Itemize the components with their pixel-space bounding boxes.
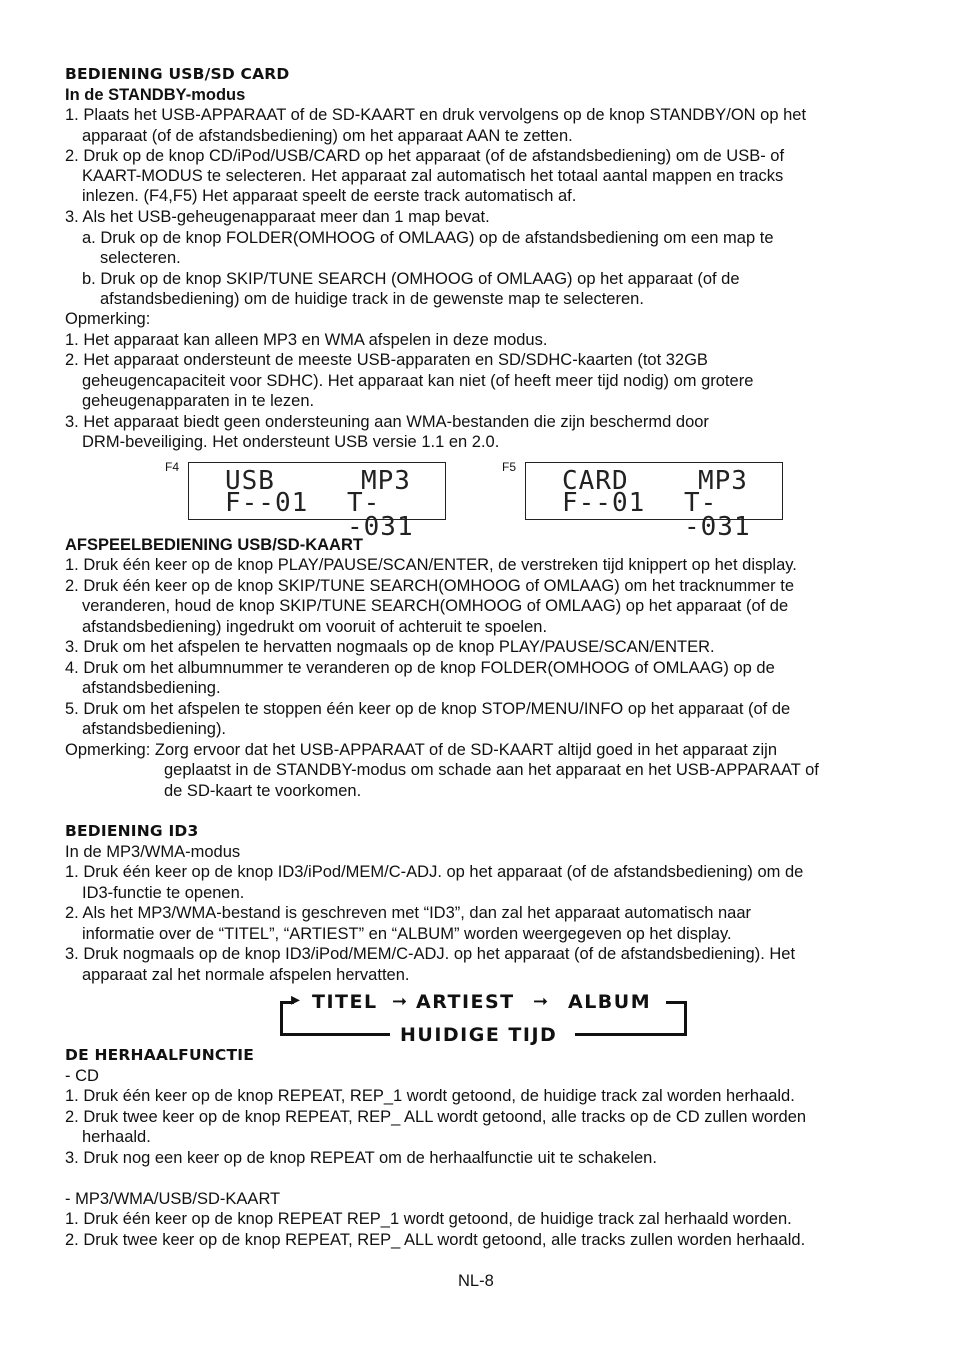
playback-line: 3. Druk om het afspelen te hervatten nogmaals op de knop PLAY/PAUSE/SCAN/ENTER. (65, 638, 715, 656)
usb-line: apparaat (of de afstandsbediening) om het apparaat AAN te zetten. (82, 127, 573, 145)
flow-artiest: ARTIEST (416, 991, 515, 1013)
playback-line: 1. Druk één keer op de knop PLAY/PAUSE/SCAN/ENTER, de verstreken tijd knippert op het display. (65, 556, 797, 574)
page-number: NL-8 (458, 1272, 494, 1290)
flow-line (280, 1001, 283, 1035)
id3-line: ID3-functie te openen. (82, 884, 245, 902)
repeat-line: 1. Druk één keer op de knop REPEAT, REP_1 wordt getoond, de huidige track zal worden herhaald. (65, 1087, 795, 1105)
lcd-text: F--01 (225, 488, 309, 518)
id3-line: 2. Als het MP3/WMA-bestand is geschreven met “ID3”, dan zal het apparaat automatisch naar (65, 904, 752, 922)
lcd-text: USB (225, 466, 275, 496)
id3-line: apparaat zal het normale afspelen hervatten. (82, 966, 410, 984)
playback-heading: AFSPEELBEDIENING USB/SD-KAART (65, 536, 363, 554)
flow-titel: TITEL (312, 991, 378, 1013)
arrow-right-icon: ▸ (291, 989, 301, 1010)
repeat-subsection-mp3: - MP3/WMA/USB/SD-KAART (65, 1190, 281, 1208)
playback-line: 2. Druk één keer op de knop SKIP/TUNE SEARCH(OMHOOG of OMLAAG) om het tracknummer te (65, 577, 794, 595)
playback-line: veranderen, houd de knop SKIP/TUNE SEARCH(OMHOOG of OMLAAG) op het apparaat (of de (82, 597, 789, 615)
flow-album: ALBUM (568, 991, 652, 1013)
flow-line (575, 1033, 687, 1036)
playback-note: geplaatst in de STANDBY-modus om schade aan het apparaat en het USB-APPARAAT of (164, 761, 819, 779)
lcd-text: T--031 (347, 488, 414, 542)
lcd-text: T--031 (684, 488, 751, 542)
usb-line: b. Druk op de knop SKIP/TUNE SEARCH (OMHOOG of OMLAAG) op het apparaat (of de (82, 270, 740, 288)
usb-line: 3. Als het USB-geheugenapparaat meer dan 1 map bevat. (65, 208, 490, 226)
repeat-line: 3. Druk nog een keer op de knop REPEAT om de herhaalfunctie uit te schakelen. (65, 1149, 657, 1167)
playback-line: afstandsbediening. (82, 679, 221, 697)
lcd-text: MP3 (698, 466, 748, 496)
repeat-line: 1. Druk één keer op de knop REPEAT REP_1 wordt getoond, de huidige track zal herhaald worden. (65, 1210, 792, 1228)
id3-heading: BEDIENING ID3 (65, 822, 199, 840)
usb-line: DRM-beveiliging. Het ondersteunt USB versie 1.1 en 2.0. (82, 433, 500, 451)
repeat-heading: DE HERHAALFUNCTIE (65, 1046, 255, 1064)
usb-note-label: Opmerking: (65, 310, 151, 328)
id3-line: informatie over de “TITEL”, “ARTIEST” en “ALBUM” worden weergegeven op het display. (82, 925, 732, 943)
id3-line: 1. Druk één keer op de knop ID3/iPod/MEM/C-ADJ. op het apparaat (of de afstandsbediening) om de (65, 863, 804, 881)
lcd-text: MP3 (361, 466, 411, 496)
usb-line: geheugenapparaten in te lezen. (82, 392, 315, 410)
usb-line: a. Druk op de knop FOLDER(OMHOOG of OMLAAG) op de afstandsbediening om een map te (82, 229, 774, 247)
lcd-text: F--01 (562, 488, 646, 518)
figure-label-f4: F4 (165, 460, 180, 474)
repeat-line: 2. Druk twee keer op de knop REPEAT, REP_ ALL wordt getoond, alle tracks zullen worden herhaald. (65, 1231, 806, 1249)
playback-line: 4. Druk om het albumnummer te veranderen op de knop FOLDER(OMHOOG of OMLAAG) op de (65, 659, 775, 677)
usb-line: 1. Plaats het USB-APPARAAT of de SD-KAART en druk vervolgens op de knop STANDBY/ON op het (65, 106, 807, 124)
flow-line (666, 1001, 686, 1004)
playback-note: Opmerking: Zorg ervoor dat het USB-APPARAAT of de SD-KAART altijd goed in het apparaat zijn (65, 741, 777, 759)
usb-line: geheugencapaciteit voor SDHC). Het apparaat kan niet (of heeft meer tijd nodig) om grotere (82, 372, 754, 390)
lcd-display-f5 (525, 462, 783, 542)
flow-huidige-tijd: HUIDIGE TIJD (400, 1024, 558, 1046)
usb-line: 1. Het apparaat kan alleen MP3 en WMA afspelen in deze modus. (65, 331, 548, 349)
playback-note: de SD-kaart te voorkomen. (164, 782, 362, 800)
repeat-line: herhaald. (82, 1128, 151, 1146)
lcd-text: CARD (562, 466, 629, 496)
usb-line: 2. Druk op de knop CD/iPod/USB/CARD op het apparaat (of de afstandsbediening) om de USB- of (65, 147, 785, 165)
usb-subheading: In de STANDBY-modus (65, 86, 246, 104)
arrow-right-icon: ➞ (392, 991, 408, 1012)
playback-line: 5. Druk om het afspelen te stoppen één keer op de knop STOP/MENU/INFO op het apparaat (of de (65, 700, 791, 718)
flow-line (280, 1033, 390, 1036)
repeat-subsection-cd: - CD (65, 1067, 99, 1085)
usb-line: KAART-MODUS te selecteren. Het apparaat zal automatisch het totaal aantal mappen en tracks (82, 167, 784, 185)
flow-line (684, 1001, 687, 1035)
playback-line: afstandsbediening) ingedrukt om vooruit of achteruit te spoelen. (82, 618, 548, 636)
lcd-display-f4 (188, 462, 446, 542)
usb-line: 2. Het apparaat ondersteunt de meeste USB-apparaten en SD/SDHC-kaarten (tot 32GB (65, 351, 708, 369)
usb-line: selecteren. (100, 249, 181, 267)
playback-line: afstandsbediening). (82, 720, 227, 738)
usb-heading: BEDIENING USB/SD CARD (65, 65, 290, 83)
repeat-line: 2. Druk twee keer op de knop REPEAT, REP_ ALL wordt getoond, alle tracks op de CD zullen worden (65, 1108, 807, 1126)
usb-line: afstandsbediening) om de huidige track in de gewenste map te selecteren. (100, 290, 644, 308)
arrow-right-icon: ➞ (533, 991, 549, 1012)
id3-line: In de MP3/WMA-modus (65, 843, 241, 861)
id3-line: 3. Druk nogmaals op de knop ID3/iPod/MEM/C-ADJ. op het apparaat (of de afstandsbediening). Het (65, 945, 796, 963)
figure-label-f5: F5 (502, 460, 517, 474)
usb-line: 3. Het apparaat biedt geen ondersteuning aan WMA-bestanden die zijn beschermd door (65, 413, 709, 431)
usb-line: inlezen. (F4,F5) Het apparaat speelt de eerste track automatisch af. (82, 187, 577, 205)
